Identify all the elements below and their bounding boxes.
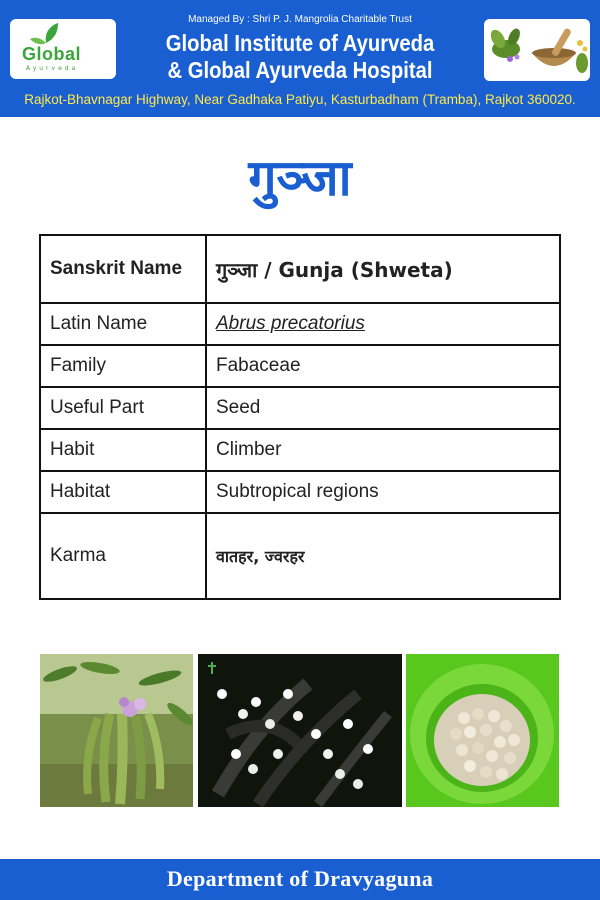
karma-label: Karma xyxy=(40,513,206,599)
habitat-label: Habitat xyxy=(40,471,206,513)
table-row-habit xyxy=(40,429,560,471)
address-line: Rajkot-Bhavnagar Highway, Near Gadhaka Patiyu, Kasturbadham (Tramba), Rajkot 360020. xyxy=(24,92,576,107)
latin-name-text: Abrus precatorius xyxy=(216,313,365,334)
institute-name-line1: Global Institute of Ayurveda xyxy=(165,30,435,56)
habit-value: Climber xyxy=(206,429,560,471)
logo-text: Global xyxy=(22,44,82,64)
open-pods-seeds-photo xyxy=(198,654,402,807)
table-row-latin xyxy=(40,303,560,345)
white-seeds-bowl-photo xyxy=(406,654,559,807)
table-row-karma xyxy=(40,513,560,599)
useful-part-value: Seed xyxy=(206,387,560,429)
department-name: Department of Dravyaguna xyxy=(166,866,434,891)
table-row-useful-part xyxy=(40,387,560,429)
habit-label: Habit xyxy=(40,429,206,471)
institute-logo xyxy=(10,19,116,79)
herb-info-table xyxy=(39,234,561,600)
header-banner xyxy=(0,0,600,117)
page-title: गुञ्जा xyxy=(248,149,352,207)
latin-name-value xyxy=(206,303,560,345)
plant-pods-photo xyxy=(40,654,193,807)
karma-value: वातहर, ज्वरहर xyxy=(206,513,560,599)
institute-name-line2: & Global Ayurveda Hospital xyxy=(167,57,433,83)
sanskrit-name-value: गुञ्जा / Gunja (Shweta) xyxy=(206,235,560,303)
latin-name-label: Latin Name xyxy=(40,303,206,345)
family-value: Fabaceae xyxy=(206,345,560,387)
footer-banner xyxy=(0,859,600,900)
mortar-herbs-image xyxy=(484,19,590,81)
useful-part-label: Useful Part xyxy=(40,387,206,429)
logo-subtext: Ayurveda xyxy=(26,65,79,72)
table-row-habitat xyxy=(40,471,560,513)
managed-by-text: Managed By : Shri P. J. Mangrolia Charitable Trust xyxy=(188,14,412,25)
family-label: Family xyxy=(40,345,206,387)
habitat-value: Subtropical regions xyxy=(206,471,560,513)
table-row-sanskrit xyxy=(40,235,560,303)
sanskrit-name-label: Sanskrit Name xyxy=(40,235,206,303)
table-row-family xyxy=(40,345,560,387)
